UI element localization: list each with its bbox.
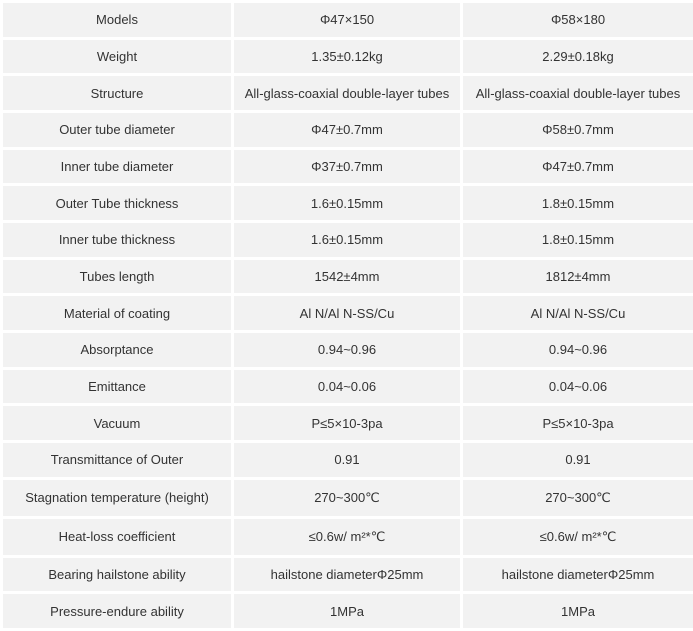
spec-value-cell-model-2: hailstone diameterΦ25mm: [463, 558, 693, 592]
table-row: [3, 76, 693, 110]
table-row: [3, 594, 693, 628]
spec-label-cell: Outer Tube thickness: [3, 186, 231, 220]
spec-label-cell: Tubes length: [3, 260, 231, 294]
spec-value-cell-model-2: 1MPa: [463, 594, 693, 628]
spec-value-cell-model-1: All-glass-coaxial double-layer tubes: [234, 76, 460, 110]
spec-value-cell-model-1: 1.6±0.15mm: [234, 186, 460, 220]
spec-value-cell-model-2: 1.8±0.15mm: [463, 223, 693, 257]
spec-value-cell-model-2: All-glass-coaxial double-layer tubes: [463, 76, 693, 110]
spec-label-cell: Weight: [3, 40, 231, 74]
spec-value-cell-model-2: 270~300℃: [463, 480, 693, 516]
spec-label-cell: Emittance: [3, 370, 231, 404]
spec-value-cell-model-1: 1MPa: [234, 594, 460, 628]
spec-value-cell-model-1: Φ47×150: [234, 3, 460, 37]
spec-label-cell: Pressure-endure ability: [3, 594, 231, 628]
table-row: [3, 443, 693, 477]
spec-label-cell: Outer tube diameter: [3, 113, 231, 147]
spec-label-cell: Models: [3, 3, 231, 37]
table-row: [3, 150, 693, 184]
spec-value-cell-model-1: 0.91: [234, 443, 460, 477]
table-row: [3, 3, 693, 37]
spec-label-cell: Heat-loss coefficient: [3, 519, 231, 555]
spec-value-cell-model-1: Φ47±0.7mm: [234, 113, 460, 147]
spec-value-cell-model-1: 1.35±0.12kg: [234, 40, 460, 74]
spec-value-cell-model-2: 0.04~0.06: [463, 370, 693, 404]
spec-label-cell: Stagnation temperature (height): [3, 480, 231, 516]
spec-value-cell-model-2: 1.8±0.15mm: [463, 186, 693, 220]
table-row: [3, 40, 693, 74]
spec-value-cell-model-1: P≤5×10-3pa: [234, 406, 460, 440]
spec-value-cell-model-2: Al N/Al N-SS/Cu: [463, 296, 693, 330]
spec-value-cell-model-2: Φ58×180: [463, 3, 693, 37]
spec-value-cell-model-2: 1812±4mm: [463, 260, 693, 294]
table-row: [3, 558, 693, 592]
table-row: [3, 333, 693, 367]
table-row: [3, 296, 693, 330]
spec-value-cell-model-2: P≤5×10-3pa: [463, 406, 693, 440]
spec-value-cell-model-2: 2.29±0.18kg: [463, 40, 693, 74]
spec-value-cell-model-1: 270~300℃: [234, 480, 460, 516]
spec-label-cell: Inner tube thickness: [3, 223, 231, 257]
spec-value-cell-model-2: ≤0.6w/ m²*℃: [463, 519, 693, 555]
table-row: [3, 223, 693, 257]
spec-value-cell-model-1: ≤0.6w/ m²*℃: [234, 519, 460, 555]
table-row: [3, 406, 693, 440]
spec-label-cell: Structure: [3, 76, 231, 110]
table-row: [3, 260, 693, 294]
spec-value-cell-model-1: 1.6±0.15mm: [234, 223, 460, 257]
spec-label-cell: Bearing hailstone ability: [3, 558, 231, 592]
spec-value-cell-model-1: Φ37±0.7mm: [234, 150, 460, 184]
table-row: [3, 186, 693, 220]
spec-label-cell: Inner tube diameter: [3, 150, 231, 184]
spec-label-cell: Vacuum: [3, 406, 231, 440]
spec-value-cell-model-1: hailstone diameterΦ25mm: [234, 558, 460, 592]
spec-value-cell-model-2: 0.94~0.96: [463, 333, 693, 367]
spec-value-cell-model-1: 0.04~0.06: [234, 370, 460, 404]
spec-value-cell-model-2: 0.91: [463, 443, 693, 477]
table-row: [3, 519, 693, 555]
spec-value-cell-model-1: 0.94~0.96: [234, 333, 460, 367]
spec-label-cell: Material of coating: [3, 296, 231, 330]
table-row: [3, 370, 693, 404]
spec-label-cell: Absorptance: [3, 333, 231, 367]
spec-value-cell-model-2: Φ58±0.7mm: [463, 113, 693, 147]
spec-table-body: [3, 3, 693, 628]
table-row: [3, 480, 693, 516]
spec-value-cell-model-2: Φ47±0.7mm: [463, 150, 693, 184]
spec-value-cell-model-1: Al N/Al N-SS/Cu: [234, 296, 460, 330]
spec-label-cell: Transmittance of Outer: [3, 443, 231, 477]
spec-value-cell-model-1: 1542±4mm: [234, 260, 460, 294]
table-row: [3, 113, 693, 147]
